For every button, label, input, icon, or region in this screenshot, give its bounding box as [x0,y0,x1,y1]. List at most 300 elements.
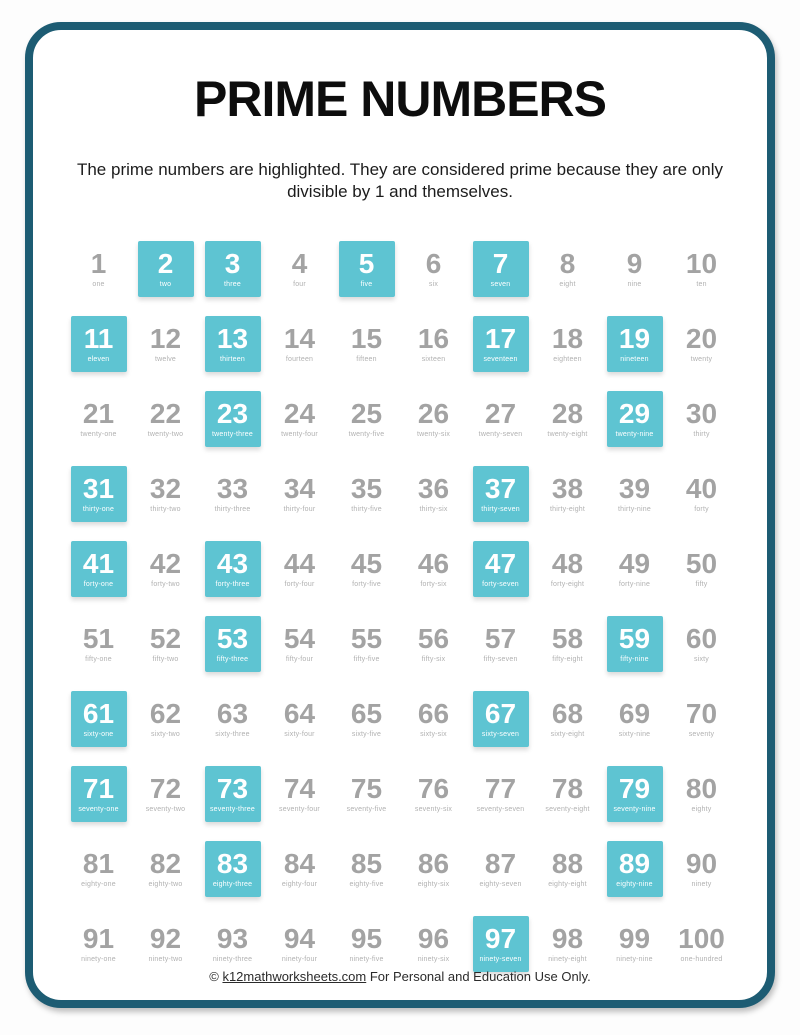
number-word: sixty-three [215,730,250,738]
number-cell-32 [132,456,199,531]
number-word: four [293,280,306,288]
number-word: ninety-four [281,955,318,963]
number-value: 68 [551,697,584,729]
number-word: seventy-five [346,805,387,813]
number-cell-88 [534,831,601,906]
number-value: 35 [350,472,383,504]
number-word: forty-three [215,580,250,588]
number-value: 34 [283,472,316,504]
number-value: 17 [484,322,517,354]
number-word: thirty-three [214,505,251,513]
page-footer [33,969,767,984]
number-value: 80 [685,772,718,804]
number-word: eighty-two [148,880,183,888]
number-cell-26 [400,381,467,456]
number-tile [540,466,596,522]
number-value: 88 [551,847,584,879]
prime-highlight-tile [607,391,663,447]
number-value: 60 [685,622,718,654]
prime-cell-17 [467,306,534,381]
number-word: thirty-one [82,505,115,513]
number-word: twenty-five [348,430,385,438]
number-word: eighty-one [81,880,116,888]
prime-cell-67 [467,681,534,756]
number-cell-25 [333,381,400,456]
prime-highlight-tile [205,241,261,297]
number-value: 79 [618,772,651,804]
number-value: 57 [484,622,517,654]
number-grid [33,231,767,981]
number-word: thirty-four [283,505,316,513]
number-word: sixty-one [83,730,114,738]
number-value: 49 [618,547,651,579]
prime-cell-71 [65,756,132,831]
number-word: eighty-three [212,880,253,888]
number-value: 70 [685,697,718,729]
number-value: 28 [551,397,584,429]
number-value: 39 [618,472,651,504]
number-value: 46 [417,547,450,579]
number-word: thirty-six [419,505,448,513]
number-word: eighty-seven [479,880,522,888]
number-tile [674,466,730,522]
number-value: 8 [559,247,576,279]
number-word: ninety-two [148,955,183,963]
footer-website-link[interactable]: k12mathworksheets.com [222,969,367,984]
number-cell-40 [668,456,735,531]
number-tile [406,541,462,597]
number-word: seventy-seven [476,805,525,813]
prime-highlight-tile [205,841,261,897]
number-word: sixty-nine [618,730,651,738]
number-tile [473,841,529,897]
number-value: 65 [350,697,383,729]
number-tile [272,766,328,822]
number-cell-70 [668,681,735,756]
number-tile [272,841,328,897]
number-word: fifty-two [152,655,179,663]
number-tile [607,691,663,747]
prime-highlight-tile [473,916,529,972]
number-cell-62 [132,681,199,756]
number-tile [607,466,663,522]
number-word: eight [559,280,576,288]
prime-highlight-tile [138,241,194,297]
number-tile [71,841,127,897]
number-value: 52 [149,622,182,654]
number-value: 33 [216,472,249,504]
number-word: ten [696,280,707,288]
number-tile [540,391,596,447]
number-cell-50 [668,531,735,606]
number-value: 73 [216,772,249,804]
number-value: 26 [417,397,450,429]
number-word: ninety-nine [616,955,653,963]
number-word: sixty-two [150,730,181,738]
number-tile [138,691,194,747]
number-value: 42 [149,547,182,579]
number-value: 40 [685,472,718,504]
number-word: ninety-three [212,955,253,963]
number-word: nineteen [620,355,649,363]
number-tile [473,616,529,672]
number-cell-85 [333,831,400,906]
number-cell-1 [65,231,132,306]
number-value: 31 [82,472,115,504]
number-value: 82 [149,847,182,879]
number-cell-18 [534,306,601,381]
number-tile [339,841,395,897]
number-tile [473,766,529,822]
number-word: twenty-two [147,430,184,438]
number-value: 7 [492,247,509,279]
number-cell-75 [333,756,400,831]
number-tile [272,616,328,672]
number-tile [674,316,730,372]
number-word: seventy-nine [613,805,656,813]
number-value: 13 [216,322,249,354]
prime-cell-61 [65,681,132,756]
number-cell-86 [400,831,467,906]
number-tile [406,691,462,747]
number-word: forty [694,505,709,513]
number-value: 2 [157,247,174,279]
number-word: twenty-three [212,430,253,438]
number-word: two [159,280,172,288]
number-cell-34 [266,456,333,531]
prime-highlight-tile [473,691,529,747]
number-tile [540,766,596,822]
prime-highlight-tile [71,541,127,597]
number-value: 89 [618,847,651,879]
number-word: eighty-six [417,880,450,888]
number-tile [406,841,462,897]
prime-cell-2 [132,231,199,306]
number-cell-45 [333,531,400,606]
number-cell-58 [534,606,601,681]
number-word: thirty-seven [481,505,520,513]
prime-cell-43 [199,531,266,606]
number-cell-44 [266,531,333,606]
prime-highlight-tile [205,616,261,672]
prime-cell-19 [601,306,668,381]
number-tile [607,241,663,297]
number-word: seventy-two [145,805,186,813]
number-tile [339,316,395,372]
number-word: fifty-three [216,655,249,663]
number-cell-12 [132,306,199,381]
number-word: fifteen [356,355,377,363]
number-cell-9 [601,231,668,306]
number-word: fifty-four [285,655,314,663]
number-value: 22 [149,397,182,429]
number-word: eighty-nine [616,880,653,888]
number-cell-52 [132,606,199,681]
number-tile [339,391,395,447]
number-value: 20 [685,322,718,354]
number-tile [138,541,194,597]
number-value: 94 [283,922,316,954]
number-value: 81 [82,847,115,879]
number-tile [339,616,395,672]
number-word: eighty-five [349,880,384,888]
number-word: forty-nine [618,580,651,588]
number-word: forty-seven [482,580,519,588]
number-value: 62 [149,697,182,729]
number-value: 11 [83,322,114,354]
number-cell-76 [400,756,467,831]
number-cell-16 [400,306,467,381]
number-word: fifty-eight [552,655,583,663]
number-word: twenty-nine [615,430,654,438]
number-cell-8 [534,231,601,306]
prime-cell-13 [199,306,266,381]
number-tile [540,616,596,672]
number-cell-15 [333,306,400,381]
number-value: 5 [358,247,375,279]
number-word: thirteen [220,355,245,363]
number-word: eleven [87,355,110,363]
number-tile [272,466,328,522]
number-tile [473,391,529,447]
number-value: 6 [425,247,442,279]
number-cell-6 [400,231,467,306]
number-cell-60 [668,606,735,681]
number-word: nine [627,280,642,288]
prime-cell-83 [199,831,266,906]
number-tile [406,766,462,822]
number-tile [138,616,194,672]
number-tile [674,691,730,747]
prime-highlight-tile [205,541,261,597]
number-word: fifty-five [353,655,380,663]
number-cell-90 [668,831,735,906]
number-value: 85 [350,847,383,879]
number-value: 66 [417,697,450,729]
number-word: seventeen [483,355,518,363]
number-value: 24 [283,397,316,429]
prime-highlight-tile [607,616,663,672]
number-tile [674,916,730,972]
number-cell-78 [534,756,601,831]
number-cell-39 [601,456,668,531]
footer-usage-text: For Personal and Education Use Only. [366,969,591,984]
number-tile [540,691,596,747]
number-cell-66 [400,681,467,756]
number-tile [71,391,127,447]
number-value: 9 [626,247,643,279]
number-word: ninety-one [81,955,116,963]
number-word: eighty [691,805,712,813]
number-cell-46 [400,531,467,606]
number-cell-69 [601,681,668,756]
number-value: 27 [484,397,517,429]
number-word: ninety-eight [548,955,587,963]
number-value: 91 [82,922,115,954]
number-value: 10 [685,247,718,279]
number-word: forty-eight [550,580,585,588]
number-word: thirty [693,430,710,438]
number-tile [205,691,261,747]
number-tile [406,616,462,672]
number-word: seventy-four [279,805,320,813]
number-tile [138,316,194,372]
prime-highlight-tile [205,391,261,447]
prime-highlight-tile [339,241,395,297]
number-tile [205,466,261,522]
number-cell-84 [266,831,333,906]
page-subtitle: The prime numbers are highlighted. They are considered prime because they are only divisible by 1 and themselves. [76,159,724,201]
number-word: twenty-one [80,430,117,438]
number-tile [71,241,127,297]
number-tile [272,691,328,747]
number-value: 90 [685,847,718,879]
number-tile [339,916,395,972]
prime-highlight-tile [71,691,127,747]
number-tile [205,916,261,972]
number-cell-48 [534,531,601,606]
number-value: 55 [350,622,383,654]
number-cell-14 [266,306,333,381]
number-value: 50 [685,547,718,579]
prime-highlight-tile [473,316,529,372]
number-tile [406,316,462,372]
number-word: sixty-six [420,730,447,738]
number-word: fifty-one [85,655,112,663]
number-value: 16 [417,322,450,354]
prime-highlight-tile [205,316,261,372]
number-value: 72 [149,772,182,804]
number-value: 29 [618,397,651,429]
number-word: seventy [688,730,715,738]
number-word: ninety-seven [479,955,522,963]
number-word: twenty-eight [547,430,588,438]
number-tile [674,616,730,672]
number-word: twenty-seven [478,430,523,438]
number-word: thirty-eight [549,505,586,513]
number-word: fifty-nine [620,655,649,663]
number-tile [272,241,328,297]
number-tile [71,916,127,972]
number-tile [339,466,395,522]
prime-cell-59 [601,606,668,681]
number-value: 67 [484,697,517,729]
number-word: fifty-six [421,655,446,663]
number-tile [540,241,596,297]
number-tile [339,541,395,597]
number-word: seventy-six [414,805,453,813]
number-value: 18 [551,322,584,354]
number-tile [138,916,194,972]
number-tile [540,541,596,597]
number-tile [138,841,194,897]
number-word: sixty-five [351,730,382,738]
number-value: 23 [216,397,249,429]
number-word: sixty-eight [550,730,585,738]
number-cell-56 [400,606,467,681]
number-cell-74 [266,756,333,831]
number-word: ninety-five [349,955,384,963]
number-word: eighty-four [281,880,318,888]
number-value: 54 [283,622,316,654]
number-value: 48 [551,547,584,579]
number-value: 59 [618,622,651,654]
number-cell-33 [199,456,266,531]
number-cell-68 [534,681,601,756]
number-tile [339,766,395,822]
prime-highlight-tile [71,466,127,522]
number-value: 61 [82,697,115,729]
number-word: thirty-two [150,505,181,513]
number-value: 43 [216,547,249,579]
footer-copyright-symbol: © [209,969,223,984]
number-cell-36 [400,456,467,531]
number-tile [339,691,395,747]
number-value: 14 [283,322,316,354]
number-value: 58 [551,622,584,654]
prime-cell-53 [199,606,266,681]
prime-cell-73 [199,756,266,831]
number-cell-27 [467,381,534,456]
number-tile [138,766,194,822]
number-word: seventy-one [78,805,119,813]
number-word: forty-six [420,580,447,588]
number-cell-28 [534,381,601,456]
number-value: 36 [417,472,450,504]
prime-cell-3 [199,231,266,306]
number-cell-21 [65,381,132,456]
number-tile [71,616,127,672]
number-value: 69 [618,697,651,729]
prime-highlight-tile [607,841,663,897]
number-tile [607,541,663,597]
prime-cell-23 [199,381,266,456]
number-word: sixty-four [284,730,315,738]
number-word: forty-one [83,580,114,588]
prime-highlight-tile [71,316,127,372]
number-value: 95 [350,922,383,954]
number-value: 30 [685,397,718,429]
number-value: 25 [350,397,383,429]
number-cell-65 [333,681,400,756]
number-word: eighty-eight [548,880,587,888]
number-word: five [360,280,373,288]
page-border-frame [25,22,775,1008]
number-cell-81 [65,831,132,906]
number-value: 97 [484,922,517,954]
number-word: one-hundred [680,955,723,963]
number-word: one [92,280,105,288]
number-value: 64 [283,697,316,729]
number-tile [406,391,462,447]
number-tile [272,916,328,972]
number-value: 84 [283,847,316,879]
prime-cell-5 [333,231,400,306]
prime-cell-31 [65,456,132,531]
number-tile [674,841,730,897]
number-cell-82 [132,831,199,906]
number-value: 78 [551,772,584,804]
number-cell-35 [333,456,400,531]
number-word: sixty [694,655,709,663]
number-value: 63 [216,697,249,729]
number-cell-42 [132,531,199,606]
number-cell-10 [668,231,735,306]
number-value: 41 [82,547,115,579]
number-cell-64 [266,681,333,756]
number-word: ninety-six [417,955,450,963]
number-tile [406,466,462,522]
